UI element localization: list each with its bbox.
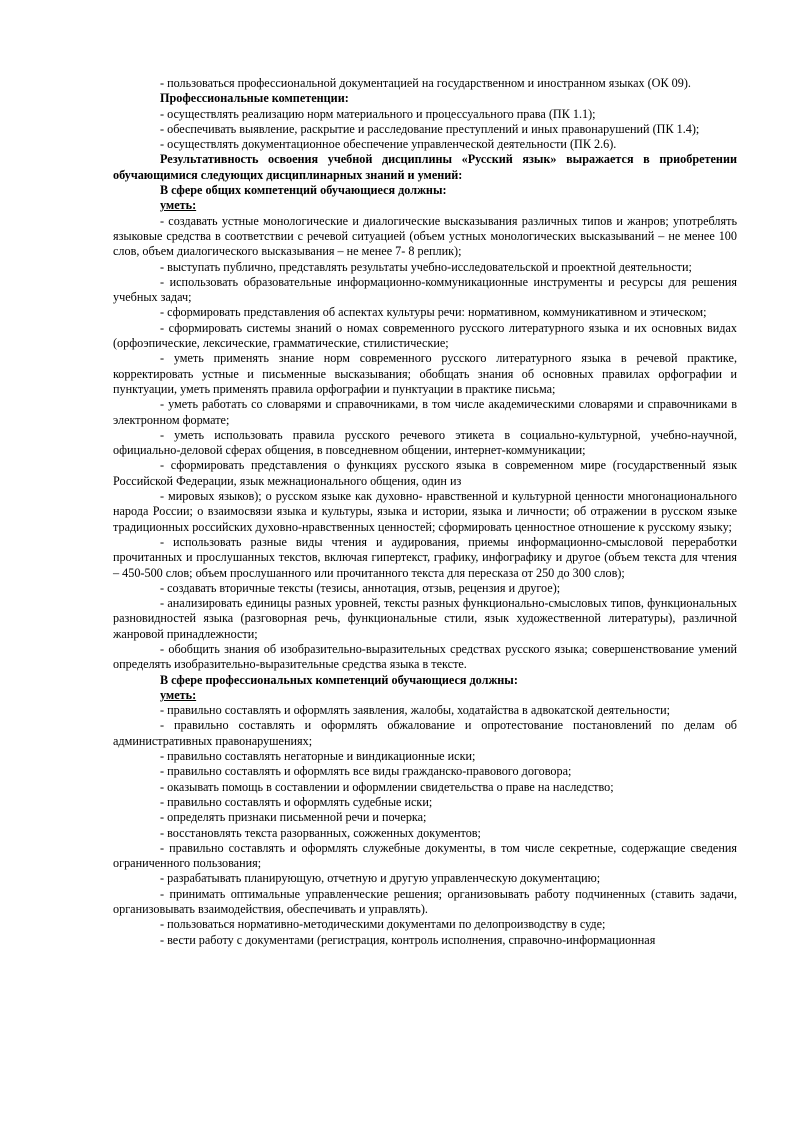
paragraph: - уметь применять знание норм современного русского литературного языка в речевой практике, корректировать устные и письменные высказывания; обобщать знания об основных правилах орфографии и пунктуации, уметь применять правила орфографии и пунктуации в практике письма; bbox=[113, 351, 737, 396]
paragraph: - анализировать единицы разных уровней, тексты разных функционально-смысловых типов, функциональных разновидностей языка (разговорная речь, функциональные стили, язык художественной литературы), различной жанровой принадлежности; bbox=[113, 596, 737, 641]
paragraph: - восстановлять текста разорванных, сожженных документов; bbox=[160, 825, 481, 840]
paragraph: - уметь работать со словарями и справочниками, в том числе академическими словарями и справочниками в электронном формате; bbox=[113, 397, 737, 427]
section-heading: Профессиональные компетенции: bbox=[160, 91, 349, 106]
paragraph: - обобщить знания об изобразительно-выразительных средствах русского языка; совершенствование умений определять изобразительно-выразительные средства языка в тексте. bbox=[113, 641, 737, 672]
paragraph: - правильно составлять и оформлять все виды гражданско-правового договора; bbox=[160, 764, 572, 779]
paragraph: - осуществлять документационное обеспечение управленческой деятельности (ПК 2.6). bbox=[160, 137, 617, 152]
paragraph: - мировых языков); о русском языке как духовно- нравственной и культурной ценности многонационального народа России; о взаимосвязи языка и культуры, языка и истории, языка и личности; об отражении в русском языке традиционных российских духовно-нравственных ценностей; сформировать ценностное отношение к русскому языку; bbox=[113, 489, 737, 534]
paragraph: - вести работу с документами (регистрация, контроль исполнения, справочно-информационная bbox=[160, 932, 656, 947]
paragraph: - обеспечивать выявление, раскрытие и расследование преступлений и иных правонарушений (ПК 1.4); bbox=[160, 121, 700, 136]
paragraph: - разрабатывать планирующую, отчетную и другую управленческую документацию; bbox=[160, 871, 601, 886]
paragraph: - использовать образовательные информационно-коммуникационные инструменты и ресурсы для решения учебных задач; bbox=[113, 274, 737, 305]
paragraph: - сформировать представления о функциях русского языка в современном мире (государственный язык Российской Федерации, язык межнационального общения, один из bbox=[113, 458, 737, 488]
paragraph: - правильно составлять и оформлять служебные документы, в том числе секретные, содержащие сведения ограниченного пользования; bbox=[113, 840, 737, 871]
paragraph: - осуществлять реализацию норм материального и процессуального права (ПК 1.1); bbox=[160, 106, 596, 121]
paragraph: - правильно составлять и оформлять судебные иски; bbox=[160, 794, 433, 809]
paragraph: - создавать вторичные тексты (тезисы, аннотация, отзыв, рецензия и другое); bbox=[160, 580, 561, 595]
paragraph: - пользоваться нормативно-методическими документами по делопроизводству в суде; bbox=[160, 917, 606, 932]
section-heading: В сфере общих компетенций обучающиеся должны: bbox=[160, 183, 447, 198]
paragraph: - выступать публично, представлять результаты учебно-исследовательской и проектной деятельности; bbox=[160, 259, 692, 274]
subheading: уметь: bbox=[160, 687, 197, 702]
subheading: уметь: bbox=[160, 198, 197, 213]
paragraph: - правильно составлять негаторные и виндикационные иски; bbox=[160, 749, 476, 764]
paragraph: - использовать разные виды чтения и аудирования, приемы информационно-смысловой переработки прочитанных и прослушанных текстов, включая гипертекст, графику, инфографику и другое (объем текста для чтения – 450-500 слов; объем прослушанного или прочитанного текста для пересказа от 250 до 300 слов); bbox=[113, 534, 737, 580]
paragraph: - сформировать представления об аспектах культуры речи: нормативном, коммуникативном и этическом; bbox=[160, 305, 707, 320]
paragraph: - правильно составлять и оформлять заявления, жалобы, ходатайства в адвокатской деятельности; bbox=[160, 703, 671, 718]
section-heading: Результативность освоения учебной дисциплины «Русский язык» выражается в приобретении обучающимися следующих дисциплинарных знаний и умений: bbox=[113, 152, 737, 182]
paragraph: - определять признаки письменной речи и почерка; bbox=[160, 810, 427, 825]
section-heading: В сфере профессиональных компетенций обучающиеся должны: bbox=[160, 672, 518, 687]
paragraph: - создавать устные монологические и диалогические высказывания различных типов и жанров; употреблять языковые средства в соответствии с речевой ситуацией (объем устных монологических высказываний – не менее 100 слов, объем диалогического высказывания – не менее 7- 8 реплик); bbox=[113, 213, 737, 259]
paragraph: - сформировать системы знаний о номах современного русского литературного языка и их основных видах (орфоэпические, лексические, грамматические, стилистические; bbox=[113, 320, 737, 351]
paragraph: - пользоваться профессиональной документацией на государственном и иностранном языках (ОК 09). bbox=[160, 76, 691, 90]
paragraph: - принимать оптимальные управленческие решения; организовывать работу подчиненных (ставить задачи, организовывать взаимодействия, обеспечивать и управлять). bbox=[113, 886, 737, 917]
document-page bbox=[113, 76, 737, 948]
paragraph: - уметь использовать правила русского речевого этикета в социально-культурной, учебно-научной, официально-деловой сферах общения, в повседневном общении, интернет-коммуникации; bbox=[113, 427, 737, 458]
paragraph: - правильно составлять и оформлять обжалование и опротестование постановлений по делам об административных правонарушениях; bbox=[113, 718, 737, 748]
paragraph: - оказывать помощь в составлении и оформлении свидетельства о праве на наследство; bbox=[160, 779, 614, 794]
